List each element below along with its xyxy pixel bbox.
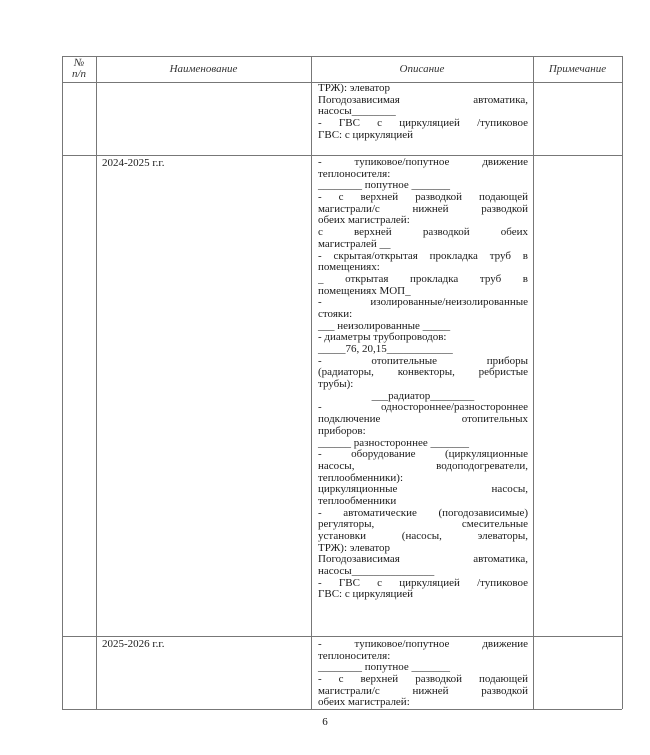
description-line: _____76, 20,15____________ [318,343,453,355]
description-line: насосы, водоподогреватели, [318,460,528,472]
description-line: насосы________ [318,105,396,118]
description-line: ТРЖ): элеватор [318,82,390,94]
description-line: стояки: [318,307,353,320]
description-line: ТРЖ): элеватор [318,541,390,554]
description-line: обеих магистралей: [318,214,410,227]
header-name: Наименование [169,63,238,75]
row-3-description [318,639,528,709]
description-line: трубы): [318,378,354,391]
description-line: ___радиатор________ [371,389,475,402]
description-line: регуляторы, смесительные [318,519,528,531]
description-line: помещениях: [318,261,380,274]
description-line: обеих магистралей: [318,696,410,709]
description-line: теплоносителя: [318,167,391,180]
description-line: - тупиковое/попутное движение [318,639,528,650]
row-2-name: 2024-2025 г.г. [102,157,165,169]
column-divider-1 [96,56,97,709]
description-line: магистрали/с нижней разводкой [318,203,528,215]
description-line: - автоматические (погодозависимые) [318,507,528,519]
description-line: - диаметры трубопроводов: [318,331,447,344]
table-right-border [622,56,623,709]
column-divider-3 [533,56,534,709]
header-note: Примечание [548,63,607,75]
row-1-description [318,83,528,141]
column-divider-2 [311,56,312,709]
description-line: - с верхней разводкой подающей [318,674,528,686]
description-line: ГВС: с циркуляцией [318,128,414,141]
description-line: - скрытая/открытая прокладка труб в [318,250,528,262]
row-2-bottom-border [62,636,622,637]
description-line: - изолированные/неизолированные [318,297,528,309]
description-line: теплообменники): [318,471,404,484]
description-line: ___ неизолированные _____ [318,319,451,332]
description-line: с верхней разводкой обеих [318,227,528,239]
page-number: 6 [322,716,328,728]
header-description: Описание [399,63,445,75]
row-1-bottom-border [62,155,622,156]
description-line: ГВС: с циркуляцией [318,588,414,601]
description-line: ______ разностороннее _______ [318,436,469,449]
description-line: Погодозависимая автоматика, [318,554,528,566]
description-line: Погодозависимая автоматика, [318,94,528,106]
description-line: подключение отопительных [318,414,528,426]
description-line: теплоносителя: [318,649,391,662]
description-line: (радиаторы, конвекторы, ребристые [318,367,528,379]
row-2-description [318,157,528,601]
description-line: магистрали/с нижней разводкой [318,685,528,697]
description-line: приборов: [318,424,366,437]
description-line: магистралей __ [318,237,391,250]
description-line: - отопительные приборы [318,355,528,367]
description-line: ________ попутное _______ [318,179,450,192]
description-line: - одностороннее/разностороннее [318,402,528,414]
description-line: - ГВС с циркуляцией /тупиковое [318,577,528,589]
description-line: установки (насосы, элеваторы, [318,531,528,542]
table-left-border [62,56,63,709]
description-line: насосы_______________ [318,565,435,578]
row-3-name: 2025-2026 г.г. [102,638,165,650]
header-number: № п/п [71,57,87,80]
table-bottom-border [62,709,622,710]
table-top-border [62,56,622,57]
description-line: - оборудование (циркуляционные [318,449,528,461]
description-line: помещениях МОП_ [318,284,411,297]
description-line: _ открытая прокладка труб в [318,273,528,285]
description-line: ________ попутное _______ [318,661,450,674]
description-line: - тупиковое/попутное движение [318,157,528,168]
description-line: теплообменники [318,494,397,507]
description-line: - ГВС с циркуляцией /тупиковое [318,118,528,130]
description-line: - с верхней разводкой подающей [318,192,528,204]
description-line: циркуляционные насосы, [318,484,528,496]
